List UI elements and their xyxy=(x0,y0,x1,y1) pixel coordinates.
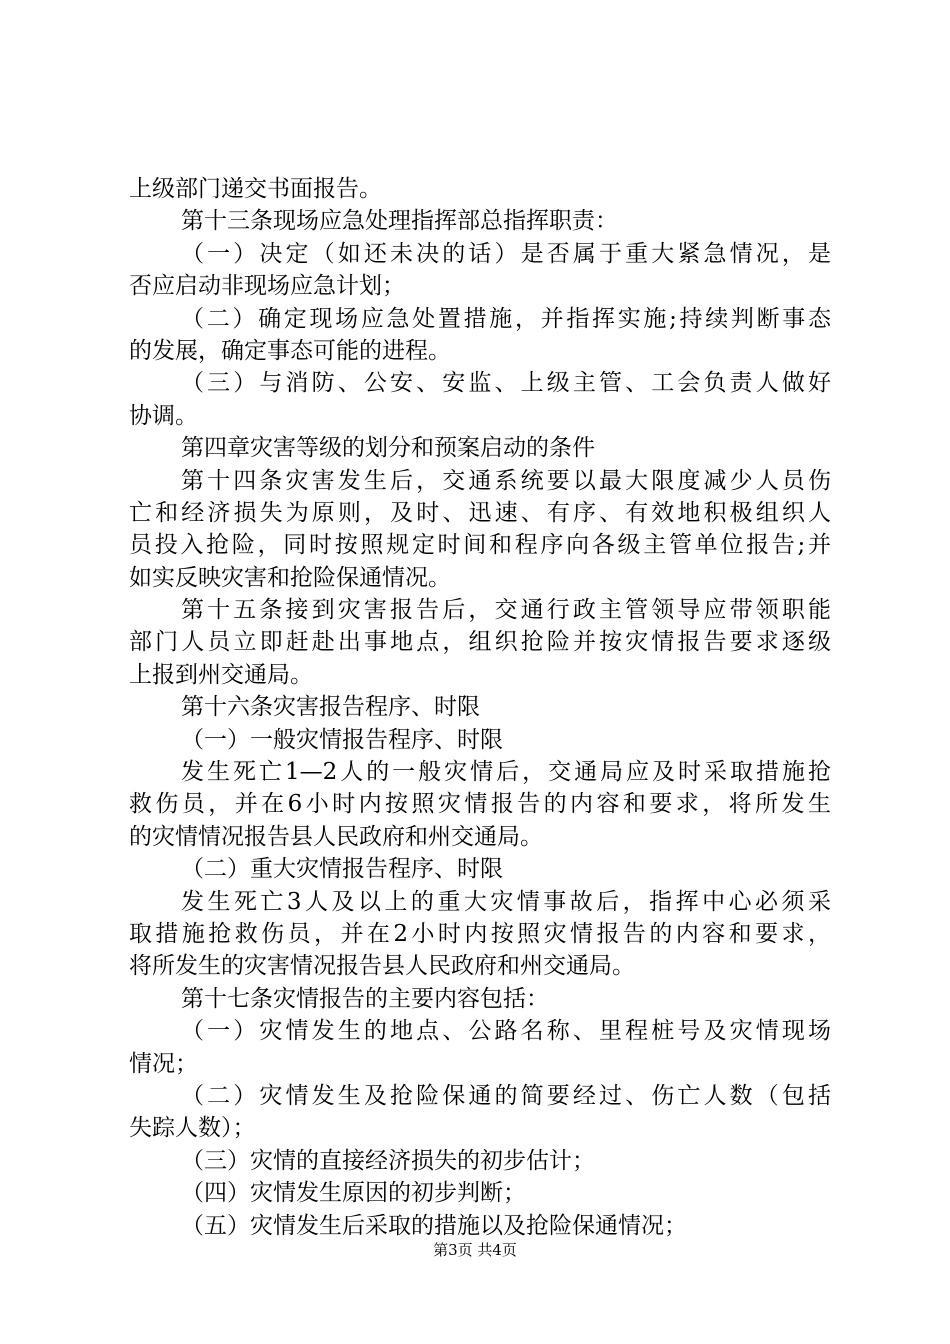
document-body xyxy=(129,173,831,1242)
text-line: 第十六条灾害报告程序、时限 xyxy=(181,694,480,721)
text-line: （一）决定（如还未决的话）是否属于重大紧急情况，是 xyxy=(181,240,831,267)
text-line: 的发展，确定事态可能的进程。 xyxy=(129,337,451,364)
text-line: 发生死亡1—2人的一般灾情后，交通局应及时采取措施抢 xyxy=(181,759,831,786)
text-line: （三）灾情的直接经济损失的初步估计； xyxy=(181,1147,595,1174)
text-line: 发生死亡3人及以上的重大灾情事故后，指挥中心必须采 xyxy=(181,888,831,915)
text-line: （一）灾情发生的地点、公路名称、里程桩号及灾情现场 xyxy=(181,1018,831,1045)
text-line: 亡和经济损失为原则，及时、迅速、有序、有效地积极组织人 xyxy=(129,499,831,526)
text-line: （四）灾情发生原因的初步判断； xyxy=(181,1180,526,1207)
text-line: 失踪人数）； xyxy=(129,1115,256,1142)
text-line: （五）灾情发生后采取的措施以及抢险保通情况； xyxy=(181,1212,687,1239)
text-line: 将所发生的灾害情况报告县人民政府和州交通局。 xyxy=(129,953,635,980)
text-line: 上级部门递交书面报告。 xyxy=(129,176,382,202)
text-line: 第十五条接到灾害报告后，交通行政主管领导应带领职能 xyxy=(181,597,831,624)
text-line: 取措施抢救伤员，并在2小时内按照灾情报告的内容和要求， xyxy=(129,920,831,947)
text-line: 的灾情情况报告县人民政府和州交通局。 xyxy=(129,823,543,850)
text-line: （二）灾情发生及抢险保通的简要经过、伤亡人数（包括 xyxy=(181,1082,831,1109)
text-line: 第四章灾害等级的划分和预案启动的条件 xyxy=(181,435,595,462)
text-line: 第十四条灾害发生后，交通系统要以最大限度减少人员伤 xyxy=(181,467,831,494)
text-line: （一）一般灾情报告程序、时限 xyxy=(181,726,503,753)
text-line: 如实反映灾害和抢险保通情况。 xyxy=(129,564,451,591)
text-line: （三）与消防、公安、安监、上级主管、工会负责人做好 xyxy=(181,370,831,397)
text-line: （二）确定现场应急处置措施，并指挥实施;持续判断事态 xyxy=(181,305,831,332)
text-line: 协调。 xyxy=(129,402,198,429)
text-line: 救伤员，并在6小时内按照灾情报告的内容和要求，将所发生 xyxy=(129,791,831,818)
text-line: （二）重大灾情报告程序、时限 xyxy=(181,856,503,883)
text-line: 上报到州交通局。 xyxy=(129,661,313,688)
text-line: 情况； xyxy=(129,1050,198,1077)
text-line: 第十三条现场应急处理指挥部总指挥职责： xyxy=(181,208,618,235)
text-line: 员投入抢险，同时按照规定时间和程序向各级主管单位报告;并 xyxy=(129,532,831,559)
page-footer: 第3页 共4页 xyxy=(433,1241,517,1259)
text-line: 第十七条灾情报告的主要内容包括： xyxy=(181,985,549,1012)
text-line: 部门人员立即赶赴出事地点，组织抢险并按灾情报告要求逐级 xyxy=(129,629,831,656)
text-line: 否应启动非现场应急计划； xyxy=(129,273,405,300)
